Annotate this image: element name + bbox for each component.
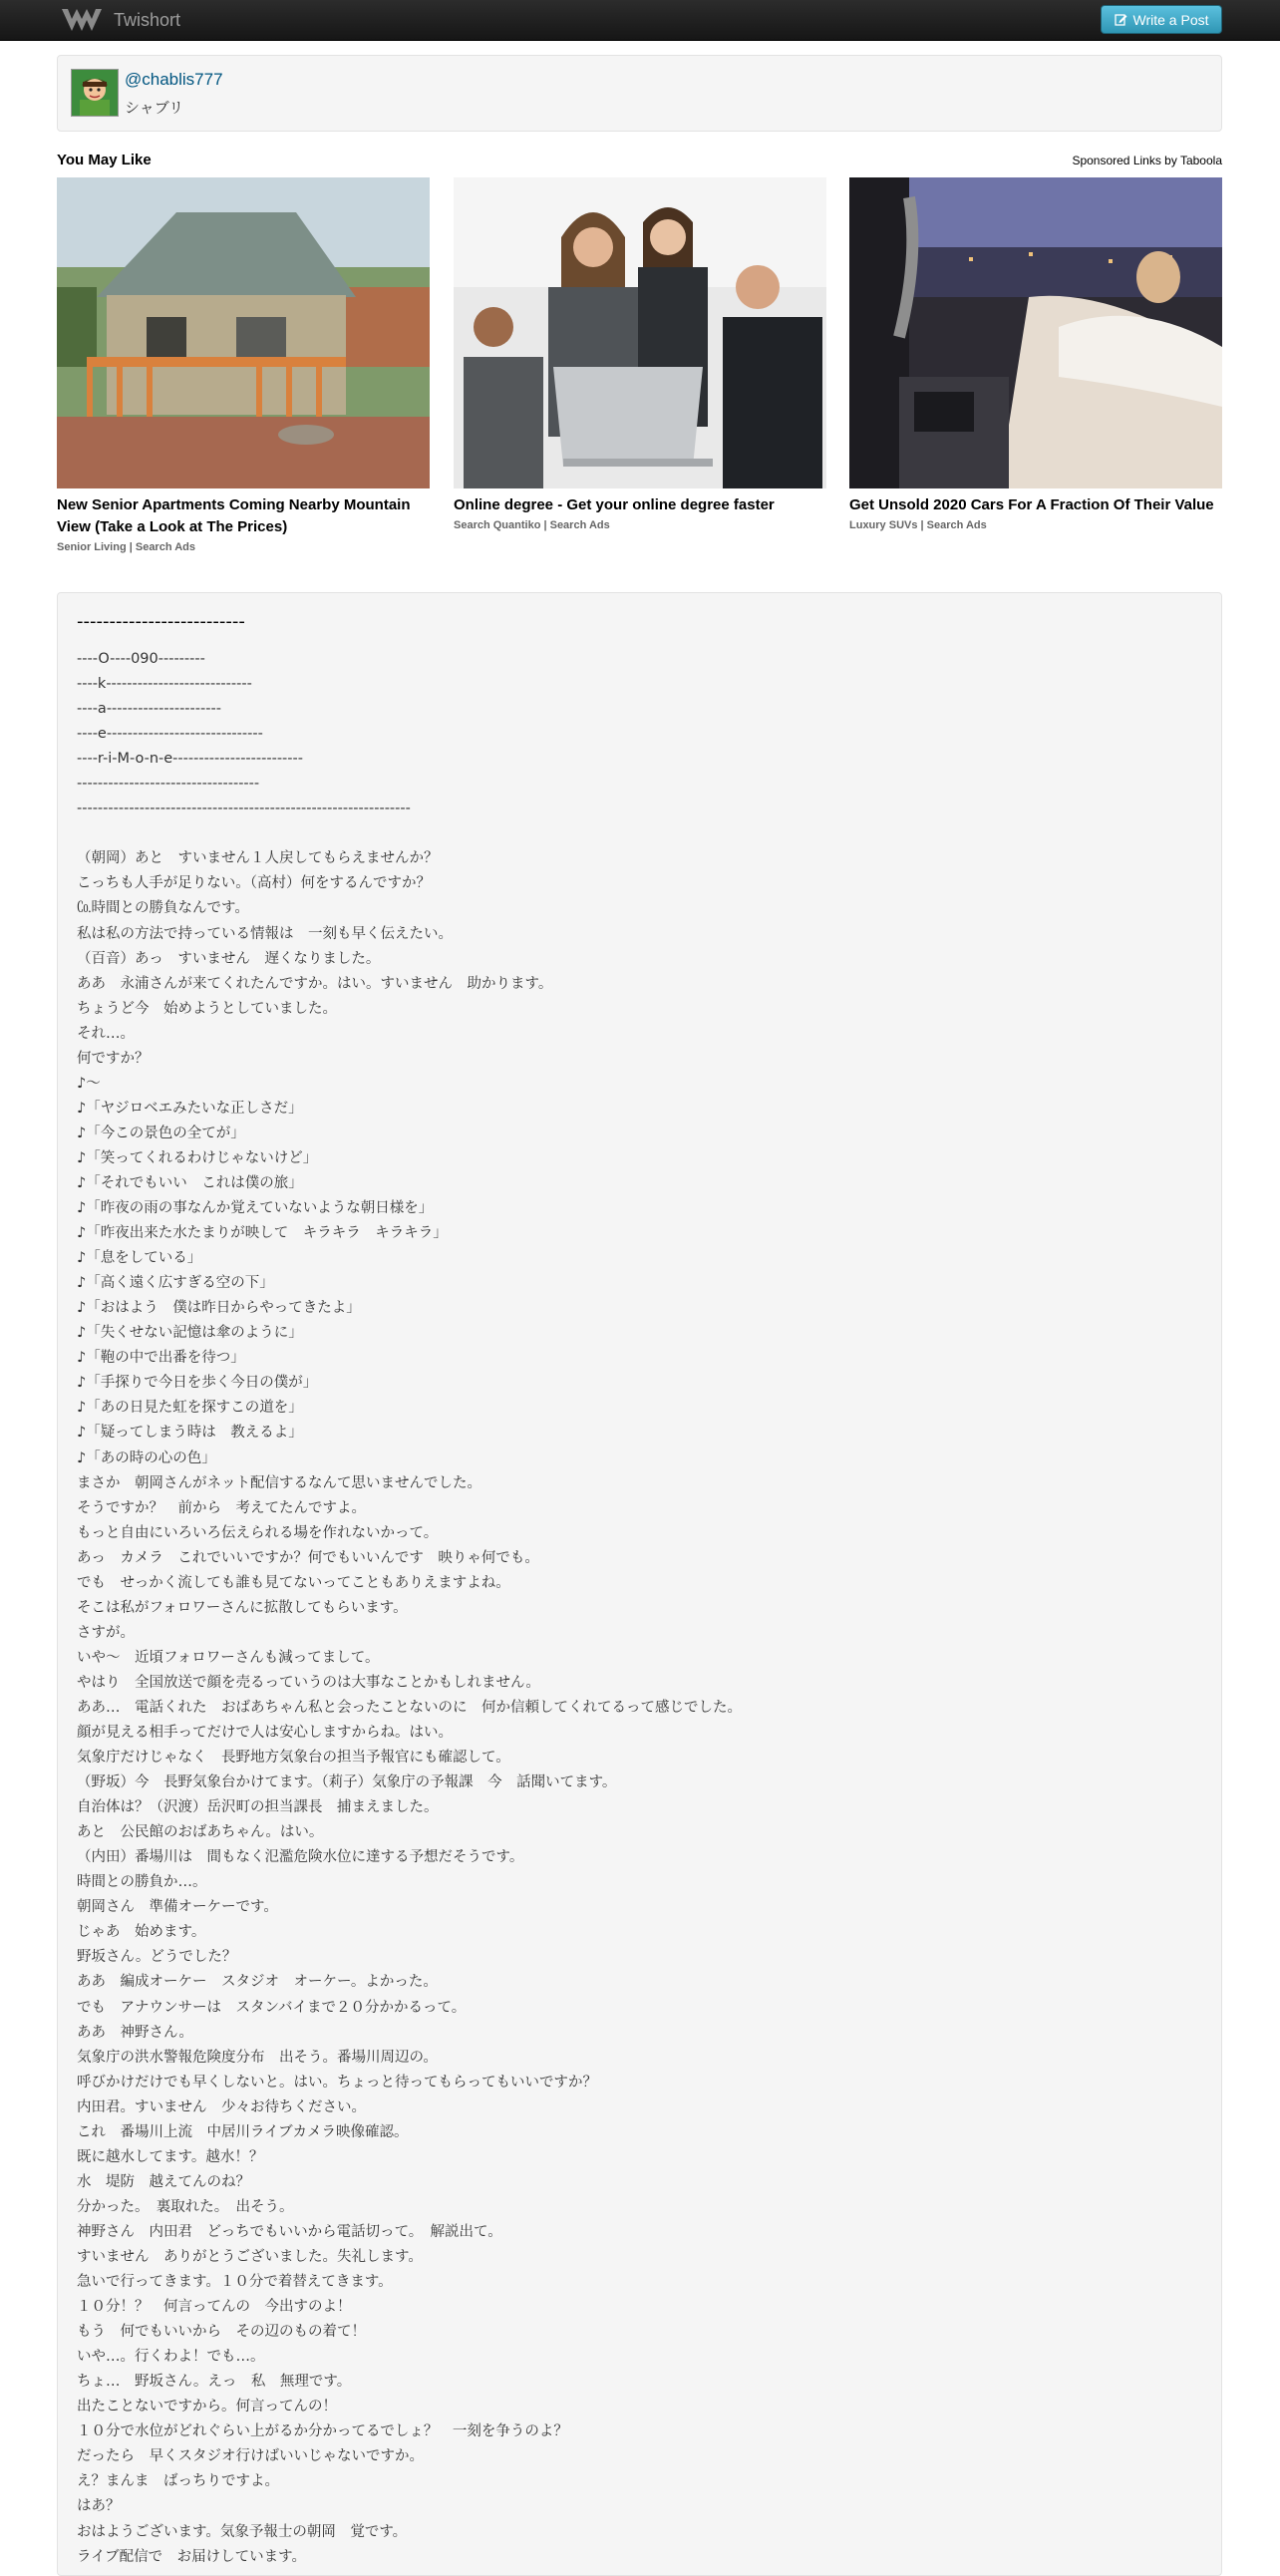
post-line: ああ 永浦さんが来てくれたんですか。はい。すいません 助かります。 (77, 975, 553, 992)
post-line: はあ？ (77, 2498, 121, 2515)
top-navbar (0, 0, 1280, 41)
post-line: ああ 神野さん。 (77, 2024, 193, 2041)
author-handle-link[interactable]: @chablis777 (125, 70, 223, 89)
post-line: 内田君。すいません 少々お待ちください。 (77, 2098, 366, 2115)
post-line: ----r-i-M-o-n-e------------------------- (77, 751, 303, 768)
post-line: ♪「それでもいい これは僕の旅」 (77, 1174, 303, 1191)
post-line: 分かった。 裏取れた。 出そう。 (77, 2198, 294, 2215)
post-line: 急いで行ってきます。１０分で着替えてきます。 (77, 2274, 393, 2291)
post-line: いや…。行くわよ！でも…。 (77, 2349, 265, 2366)
post-line: ㏇時間との勝負なんです。 (77, 900, 249, 917)
write-post-label: Write a Post (1132, 11, 1209, 28)
post-line: 野坂さん。どうでした？ (77, 1949, 237, 1966)
post-line: 朝岡さん 準備オーケーです。 (77, 1899, 278, 1916)
post-line: ♪「昨夜の雨の事なんか覚えていないような朝日様を」 (77, 1200, 434, 1217)
post-text (77, 647, 1193, 2570)
post-line: あっ カメラ これでいいですか？何でもいいんです 映りゃ何でも。 (77, 1549, 539, 1566)
post-line: 神野さん 内田君 どっちでもいいから電話切って。 解説出て。 (77, 2223, 502, 2240)
post-line: 気象庁だけじゃなく 長野地方気象台の担当予報官にも確認して。 (77, 1750, 510, 1767)
post-line: （朝岡）あと すいません１人戻してもらえませんか？ (77, 850, 439, 867)
post-line: ♪「息をしている」 (77, 1250, 202, 1267)
post-line: やはり 全国放送で顔を売るっていうのは大事なことかもしれません。 (77, 1674, 540, 1691)
sponsored-links-label[interactable]: Sponsored Links by Taboola (1072, 154, 1222, 167)
avatar-image (72, 70, 118, 116)
post-line: すいません ありがとうございました。失礼します。 (77, 2249, 423, 2265)
post-line: ああ 編成オーケー スタジオ オーケー。よかった。 (77, 1974, 438, 1991)
post-line: ♪「あの時の心の色」 (77, 1449, 216, 1466)
card-image-students (454, 177, 826, 488)
card-title[interactable]: New Senior Apartments Coming Nearby Mountain View (Take a Look at The Prices) (57, 496, 411, 535)
edit-icon (1115, 13, 1127, 26)
post-line: 自治体は？（沢渡）岳沢町の担当課長 捕まえました。 (77, 1799, 439, 1816)
post-line: そこは私がフォロワーさんに拡散してもらいます。 (77, 1599, 408, 1616)
post-line: そうですか？ 前から 考えてたんですよ。 (77, 1499, 366, 1516)
post-line: でも アナウンサーは スタンバイまで２０分かかるって。 (77, 1999, 467, 2016)
post-line: １０分で水位がどれぐらい上がるか分かってるでしょ？ 一刻を争うのよ？ (77, 2423, 568, 2440)
recommendations-title: You May Like (57, 152, 152, 168)
twishort-logo-icon (60, 6, 104, 34)
post-line: ♪～ (77, 1075, 101, 1092)
post-line: いや～ 近頃フォロワーさんも減ってまして。 (77, 1649, 380, 1666)
post-line: ♪「疑ってしまう時は 教えるよ」 (77, 1425, 303, 1442)
post-line: でも せっかく流しても誰も見てないってこともありえますよね。 (77, 1574, 510, 1591)
post-line: ライブ配信で お届けしています。 (77, 2548, 306, 2565)
avatar[interactable] (71, 69, 119, 117)
card-image-house (57, 177, 430, 488)
recommendation-card[interactable] (454, 177, 826, 531)
post-line: ♪「笑ってくれるわけじゃないけど」 (77, 1149, 318, 1166)
post-line: ♪「昨夜出来た水たまりが映して キラキラ キラキラ」 (77, 1225, 448, 1242)
post-line: ♪「手探りで今日を歩く今日の僕が」 (77, 1375, 318, 1392)
post-line: 気象庁の洪水警報危険度分布 出そう。番場川周辺の。 (77, 2049, 438, 2066)
post-line: 呼びかけだけでも早くしないと。はい。ちょっと待ってもらってもいいですか？ (77, 2074, 597, 2091)
post-line: じゃあ 始めます。 (77, 1924, 206, 1941)
post-line: 出たことないですから。何言ってんの！ (77, 2399, 337, 2415)
post-heading: -------------------------- (77, 611, 245, 632)
post-line: ああ… 電話くれた おばあちゃん私と会ったことないのに 何か信頼してくれてるって感じでした。 (77, 1699, 742, 1716)
author-display-name: シャブリ (125, 99, 184, 117)
post-line: ---------------------------------------------------------------- (77, 801, 411, 817)
post-line: ♪「おはよう 僕は昨日からやってきたよ」 (77, 1300, 361, 1317)
author-panel (57, 55, 1222, 132)
post-line: もう 何でもいいから その辺のもの着て！ (77, 2324, 366, 2341)
card-title[interactable]: Online degree - Get your online degree faster (454, 496, 775, 513)
post-line: １０分！？ 何言ってんの 今出すのよ！ (77, 2299, 352, 2316)
post-line: え？まんま ばっちりですよ。 (77, 2473, 279, 2490)
post-line: ♪「ヤジロベエみたいな正しさだ」 (77, 1100, 303, 1117)
post-line (77, 821, 1193, 846)
recommendation-card[interactable] (57, 177, 430, 553)
post-line: ♪「高く遠く広すぎる空の下」 (77, 1275, 274, 1292)
post-line: （野坂）今 長野気象台かけてます。（莉子）気象庁の予報課 今 話聞いてます。 (77, 1774, 617, 1791)
brand-link[interactable] (60, 5, 180, 35)
post-line: 何ですか？ (77, 1050, 150, 1067)
post-line: ----a---------------------- (77, 701, 221, 718)
post-line: だったら 早くスタジオ行けばいいじゃないですか。 (77, 2448, 424, 2465)
card-source[interactable]: Search Quantiko | Search Ads (454, 519, 610, 531)
card-image-car-interior (849, 177, 1222, 488)
recommendation-card[interactable] (849, 177, 1222, 531)
brand-name: Twishort (114, 9, 181, 30)
post-line: あと 公民館のおばあちゃん。はい。 (77, 1824, 324, 1841)
post-line: ----e------------------------------ (77, 726, 263, 743)
post-line: ----k---------------------------- (77, 676, 252, 693)
card-title[interactable]: Get Unsold 2020 Cars For A Fraction Of Their Value (849, 496, 1214, 513)
post-line: ♪「鞄の中で出番を待つ」 (77, 1350, 245, 1367)
post-line: ♪「今この景色の全てが」 (77, 1125, 245, 1141)
post-line: それ…。 (77, 1025, 135, 1042)
post-line: ♪「あの日見た虹を探すこの道を」 (77, 1400, 303, 1417)
post-content-panel (57, 592, 1222, 2576)
post-line: 私は私の方法で持っている情報は 一刻も早く伝えたい。 (77, 925, 453, 942)
post-line: （百音）あっ すいません 遅くなりました。 (77, 950, 381, 967)
post-line: まさか 朝岡さんがネット配信するなんて思いませんでした。 (77, 1474, 481, 1491)
post-line: ♪「失くせない記憶は傘のように」 (77, 1325, 303, 1342)
post-line: ちょ… 野坂さん。えっ 私 無理です。 (77, 2374, 352, 2391)
post-line: ちょうど今 始めようとしていました。 (77, 1000, 337, 1017)
post-line: さすが。 (77, 1624, 135, 1641)
card-source[interactable]: Luxury SUVs | Search Ads (849, 519, 987, 531)
post-line: こっちも人手が足りない。（高村）何をするんですか？ (77, 875, 431, 892)
post-line: （内田）番場川は 間もなく氾濫危険水位に達する予想だそうです。 (77, 1849, 524, 1866)
post-line: もっと自由にいろいろ伝えられる場を作れないかって。 (77, 1524, 439, 1541)
post-line: ----------------------------------- (77, 776, 260, 793)
write-post-button[interactable] (1101, 5, 1222, 34)
post-line: 顔が見える相手ってだけで人は安心しますからね。はい。 (77, 1725, 453, 1742)
post-line: おはようございます。気象予報士の朝岡 覚です。 (77, 2523, 408, 2540)
post-line: 水 堤防 越えてんのね？ (77, 2173, 250, 2190)
card-source[interactable]: Senior Living | Search Ads (57, 541, 195, 553)
post-line: 既に越水してます。越水！？ (77, 2148, 264, 2165)
post-line: これ 番場川上流 中居川ライブカメラ映像確認。 (77, 2123, 409, 2140)
post-line: ----O----090--------- (77, 651, 205, 667)
post-line: 時間との勝負か…。 (77, 1874, 207, 1891)
